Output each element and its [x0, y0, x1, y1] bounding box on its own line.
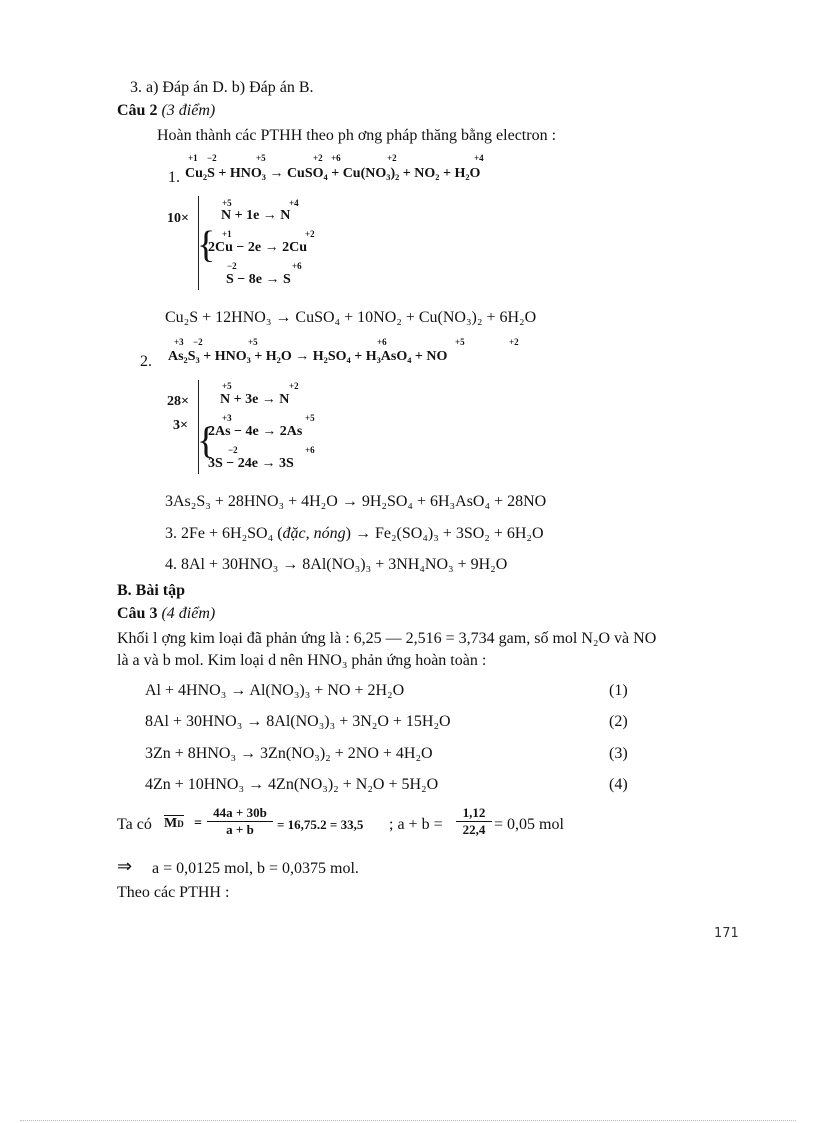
ox-state: −2: [207, 153, 217, 163]
reaction-number: (3): [609, 745, 628, 762]
answer-line: 3. a) Đáp án D. b) Đáp án B.: [130, 79, 314, 96]
eq2-unbalanced: As₂S₃ + HNO₃ + H₂O → H₂SO₄ + H₃AsO₄ + NO: [168, 349, 448, 364]
ox-state: +1: [222, 229, 232, 239]
ox-state: +6: [377, 337, 387, 347]
fraction-numerator: 1,12: [456, 805, 492, 822]
ox-state: +6: [305, 445, 315, 455]
half-reaction-brace: {: [197, 420, 216, 462]
question-points: (4 điểm): [161, 605, 216, 622]
eq1-number: 1.: [168, 169, 180, 186]
ox-state: +2: [509, 337, 519, 347]
eq2-multiplier: 28×: [167, 394, 189, 409]
eq2-half-reaction: 3S − 24e → 3S: [208, 456, 294, 471]
question-points: (3 điểm): [161, 102, 216, 119]
question-2-intro: Hoàn thành các PTHH theo ph ơng pháp thăng bằng electron :: [157, 127, 557, 144]
eq3-condition: đặc, nóng: [282, 525, 346, 542]
eq1-half-reaction: S − 8e → S: [226, 272, 291, 287]
section-b-heading: B. Bài tập: [117, 582, 186, 599]
taco-label: Ta có: [117, 816, 152, 833]
result-line: a = 0,0125 mol, b = 0,0375 mol.: [152, 860, 359, 877]
question-label: Câu 2: [117, 102, 158, 119]
ox-state: +6: [331, 153, 341, 163]
fraction-moles: [456, 805, 492, 838]
page-number: 171: [714, 926, 739, 941]
eq1-multiplier: 10×: [167, 211, 189, 226]
eq4: 4. 8Al + 30HNO₃ → 8Al(NO₃)₃ + 3NH₄NO₃ + 9H₂O: [165, 556, 508, 573]
bottom-dotted-rule: [20, 1120, 796, 1121]
ox-state: +4: [474, 153, 484, 163]
moles-result: = 0,05 mol: [494, 816, 564, 833]
ox-state: +2: [305, 229, 315, 239]
question-2-heading: [117, 101, 215, 121]
equals-sign: =: [194, 816, 202, 831]
eq2-half-reaction: 2As − 4e → 2As: [208, 424, 303, 439]
ox-state: +5: [256, 153, 266, 163]
eq2-number: 2.: [140, 353, 152, 370]
ox-state: +5: [222, 381, 232, 391]
ox-state: +5: [248, 337, 258, 347]
fraction-denominator: 22,4: [462, 822, 486, 837]
fraction-numerator: 44a + 30b: [207, 805, 273, 822]
ox-state: +2: [387, 153, 397, 163]
reaction-row: Al + 4HNO₃ → Al(NO₃)₃ + NO + 2H₂O: [145, 682, 405, 699]
eq2-multiplier: 3×: [173, 418, 188, 433]
sum-label: ; a + b =: [389, 816, 443, 833]
ox-state: +4: [289, 198, 299, 208]
ox-state: +2: [289, 381, 299, 391]
eq3-part: ) → Fe₂(SO₄)₃ + 3SO₂ + 6H₂O: [345, 525, 544, 542]
reaction-number: (4): [609, 776, 628, 793]
reaction-number: (1): [609, 682, 628, 699]
paragraph: là a và b mol. Kim loại d nên HNO₃ phản ứng hoàn toàn :: [117, 652, 487, 669]
molar-mass-symbol: [164, 815, 184, 832]
eq3: [165, 524, 544, 544]
eq3-part: 3. 2Fe + 6H₂SO₄ (: [165, 525, 283, 542]
eq1-half-reaction: 2Cu − 2e → 2Cu: [208, 240, 307, 255]
ox-state: −2: [228, 445, 238, 455]
ox-state: +3: [222, 413, 232, 423]
question-label: Câu 3: [117, 605, 158, 622]
reaction-row: 3Zn + 8HNO₃ → 3Zn(NO₃)₂ + 2NO + 4H₂O: [145, 745, 433, 762]
ox-state: −2: [227, 261, 237, 271]
implies-arrow: ⇒: [117, 856, 133, 876]
molar-mass-sub: D: [177, 819, 184, 829]
ox-state: +5: [455, 337, 465, 347]
ox-state: +5: [222, 198, 232, 208]
reaction-row: 4Zn + 10HNO₃ → 4Zn(NO₃)₂ + N₂O + 5H₂O: [145, 776, 439, 793]
ox-state: −2: [193, 337, 203, 347]
molar-mass-M: M: [164, 816, 178, 831]
ox-state: +5: [305, 413, 315, 423]
eq2-balanced: 3As₂S₃ + 28HNO₃ + 4H₂O → 9H₂SO₄ + 6H₃AsO₄ + 28NO: [165, 493, 547, 510]
reaction-row: 8Al + 30HNO₃ → 8Al(NO₃)₃ + 3N₂O + 15H₂O: [145, 713, 451, 730]
ox-state: +1: [188, 153, 198, 163]
eq1-half-reaction: N + 1e → N: [221, 208, 291, 223]
fraction-denominator: a + b: [226, 822, 254, 837]
question-3-heading: [117, 604, 215, 624]
eq1-balanced: Cu₂S + 12HNO₃ → CuSO₄ + 10NO₂ + Cu(NO₃)₂ + 6H₂O: [165, 309, 537, 326]
ox-state: +2: [313, 153, 323, 163]
theo-line: Theo các PTHH :: [117, 884, 230, 901]
reaction-number: (2): [609, 713, 628, 730]
ox-state: +6: [292, 261, 302, 271]
paragraph: Khối l ợng kim loại đã phản ứng là : 6,25 — 2,516 = 3,734 gam, số mol N₂O và NO: [117, 630, 657, 647]
mean-mass-result: = 16,75.2 = 33,5: [277, 817, 364, 832]
fraction-mean-mass: [207, 805, 273, 838]
eq2-half-reaction: N + 3e → N: [220, 392, 290, 407]
eq1-unbalanced: Cu₂S + HNO₃ → CuSO₄ + Cu(NO₃)₂ + NO₂ + H₂O: [185, 166, 481, 181]
half-reaction-brace: {: [197, 224, 216, 266]
ox-state: +3: [174, 337, 184, 347]
